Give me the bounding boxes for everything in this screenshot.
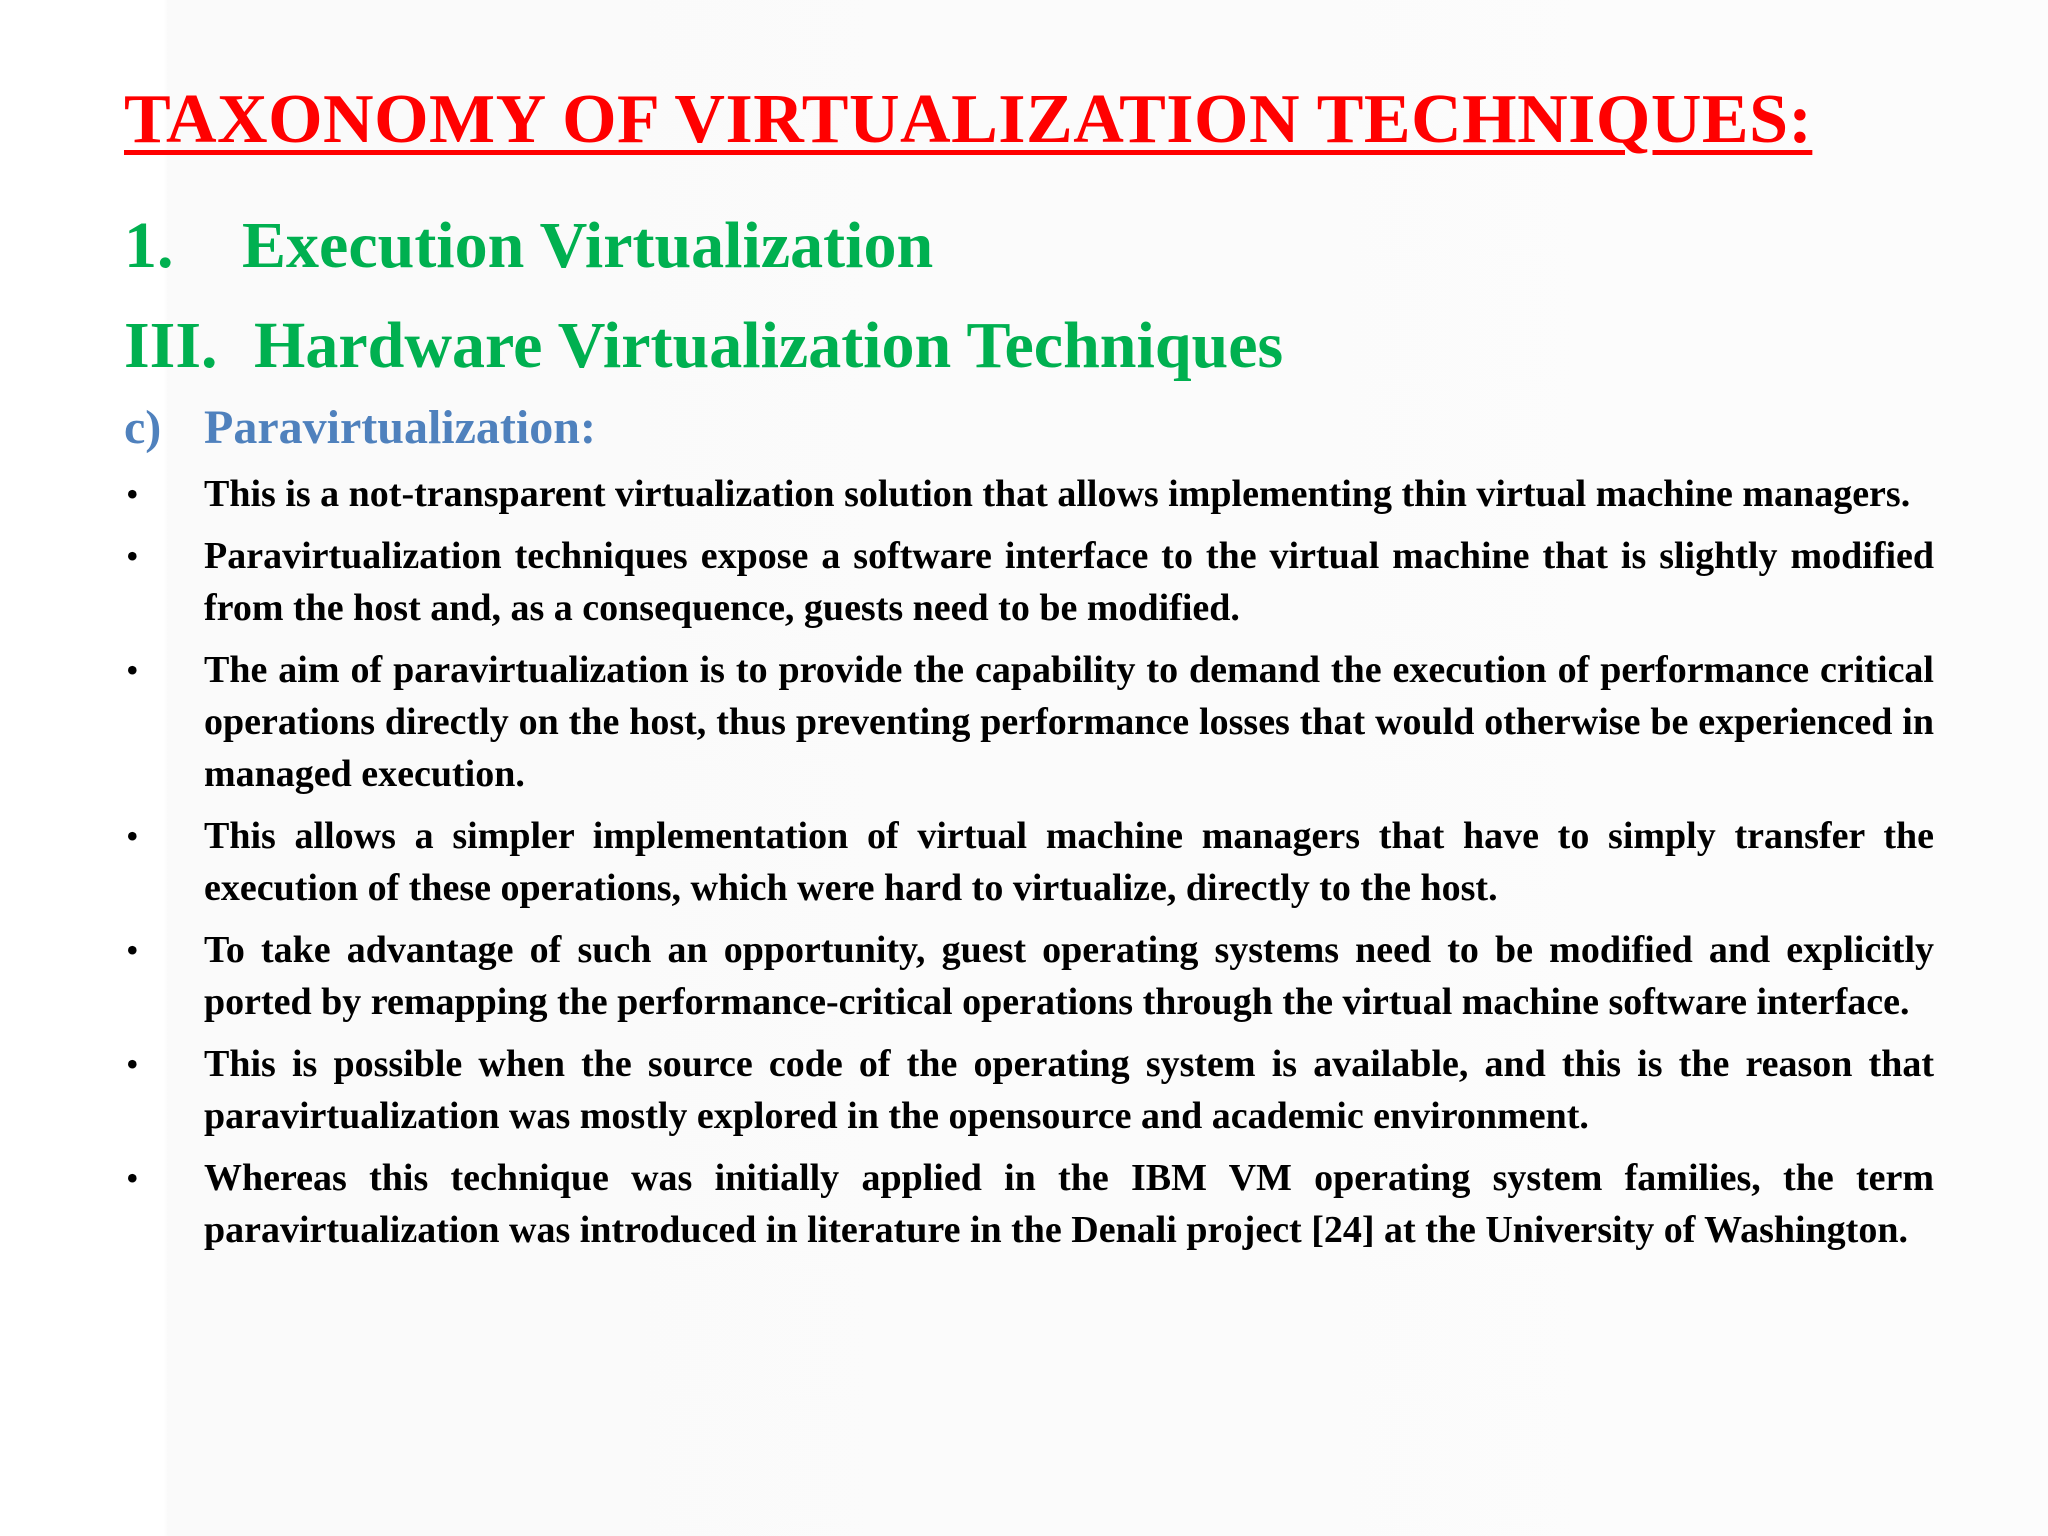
bullet-list <box>124 468 1934 1266</box>
slide-title: TAXONOMY OF VIRTUALIZATION TECHNIQUES: <box>124 81 1813 158</box>
bullet-icon: • <box>126 1158 139 1198</box>
subsection-label: Hardware Virtualization Techniques <box>254 309 1284 382</box>
bullet-text: This allows a simpler implementation of virtual machine managers that have to simply transfer the execution of these operations, which were hard to virtualize, directly to the host. <box>204 815 1934 909</box>
list-item <box>124 468 1934 520</box>
bullet-text: Paravirtualization techniques expose a software interface to the virtual machine that is slightly modified from the host and, as a consequence, guests need to be modified. <box>204 535 1934 629</box>
list-item <box>124 810 1934 914</box>
topic-number: c) <box>124 401 162 454</box>
list-item <box>124 644 1934 800</box>
bullet-text: This is possible when the source code of the operating system is available, and this is the reason that paravirtualization was mostly explored in the opensource and academic environment. <box>204 1043 1934 1137</box>
bullet-icon: • <box>126 930 139 970</box>
subsection-number: III. <box>124 309 218 382</box>
bullet-text: Whereas this technique was initially applied in the IBM VM operating system families, the term paravirtualization was introduced in literature in the Denali project [24] at the University of Washington. <box>204 1157 1934 1251</box>
bullet-icon: • <box>126 816 139 856</box>
bullet-text: The aim of paravirtualization is to provide the capability to demand the execution of performance critical operations directly on the host, thus preventing performance losses that would otherwise be experienced in managed execution. <box>204 649 1934 795</box>
bullet-icon: • <box>126 474 139 514</box>
list-item <box>124 1152 1934 1256</box>
section-label: Execution Virtualization <box>242 209 934 282</box>
section-number: 1. <box>124 209 174 282</box>
section-heading <box>124 208 933 284</box>
topic-label: Paravirtualization: <box>204 401 596 454</box>
subsection-heading <box>124 308 1283 384</box>
bullet-icon: • <box>126 1044 139 1084</box>
list-item <box>124 1038 1934 1142</box>
bullet-text: To take advantage of such an opportunity, guest operating systems need to be modified and explicitly ported by remapping the performance-critical operations through the virtual machine software interface. <box>204 929 1934 1023</box>
topic-heading <box>124 400 596 455</box>
bullet-icon: • <box>126 536 139 576</box>
list-item <box>124 530 1934 634</box>
list-item <box>124 924 1934 1028</box>
bullet-text: This is a not-transparent virtualization solution that allows implementing thin virtual machine managers. <box>204 473 1911 515</box>
bullet-icon: • <box>126 650 139 690</box>
